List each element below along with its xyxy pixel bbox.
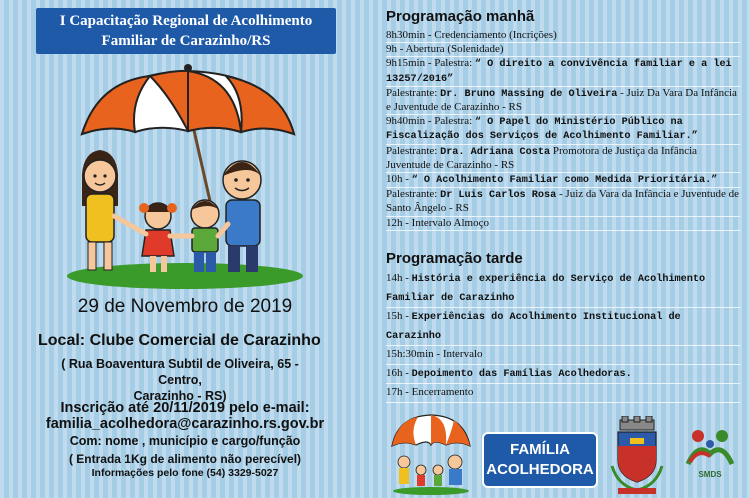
familia-acolhedora-badge — [482, 432, 598, 488]
title-banner — [36, 8, 336, 54]
badge-line-2: ACOLHEDORA — [486, 461, 594, 478]
program-item-text: 12h - Intervalo Almoço — [386, 216, 489, 229]
boy-figure — [191, 200, 219, 272]
event-date: 29 de Novembro de 2019 — [77, 296, 293, 317]
address-line-1: ( Rua Boaventura Subtil de Oliveira, 65 - Centro, — [61, 357, 299, 387]
program-item — [386, 188, 740, 216]
left-panel — [0, 0, 370, 498]
title-line-1: I Capacitação Regional de Acolhimento — [59, 13, 313, 29]
program-item — [386, 87, 740, 115]
program-item-highlight: “ O Papel do Ministério Público na Fiscalização dos Serviços de Acolhimento Familiar.” — [386, 117, 698, 143]
afternoon-program-list — [386, 270, 740, 403]
program-item-highlight: Depoimento das Famílias Acolhedoras. — [411, 368, 632, 380]
program-item — [386, 145, 740, 173]
familia-acolhedora-umbrella-logo — [388, 412, 474, 496]
woman-figure — [82, 150, 118, 270]
program-item — [386, 29, 740, 43]
family-umbrella-illustration — [60, 56, 310, 291]
smds-logo-icon — [684, 424, 736, 468]
morning-program-title: Programação manhã — [386, 8, 535, 25]
program-item — [386, 346, 740, 365]
address-line-2: Carazinho - RS) — [133, 389, 227, 403]
program-item-detail: - Juiz da Vara da Infância e Juventude de Santo Ângelo - RS — [386, 188, 739, 215]
program-item-text: Palestrante: — [386, 144, 441, 157]
program-item — [386, 365, 740, 385]
registration-email[interactable]: familia_acolhedora@carazinho.rs.gov.br — [45, 416, 325, 432]
municipal-coat-of-arms-icon — [610, 416, 664, 496]
program-item-text: 9h - Abertura (Solenidade) — [386, 43, 504, 56]
program-item-text: 8h30min - Credenciamento (Incrições) — [386, 29, 557, 41]
right-panel — [378, 0, 750, 498]
badge-line-1: FAMÍLIA — [510, 441, 570, 458]
program-item — [386, 173, 740, 188]
umbrella-icon — [82, 64, 294, 134]
morning-program-list — [386, 29, 740, 231]
program-item-text: 9h40min - Palestra: — [386, 115, 475, 128]
event-location: Local: Clube Comercial de Carazinho — [38, 332, 321, 349]
program-item-text: 10h - — [386, 173, 412, 186]
afternoon-program-title: Programação tarde — [386, 250, 523, 267]
program-item-text: 15h - — [386, 310, 412, 322]
registration-requirements: Com: nome , município e cargo/função — [69, 434, 301, 448]
program-item-text: Palestrante: — [386, 188, 441, 201]
program-item-detail: - Juiz Da Vara Da Infância e Juventude de Carazinho - RS — [386, 86, 737, 114]
contact-phone: Informações pelo fone (54) 3329-5027 — [91, 467, 279, 479]
program-item-highlight: “ O direito a convivência familiar e a lei 13257/2016” — [386, 59, 732, 85]
program-item-highlight: Dr Luis Carlos Rosa — [440, 190, 557, 202]
program-item — [386, 115, 740, 144]
program-item — [386, 43, 740, 57]
man-figure — [223, 161, 261, 272]
program-item-text: Palestrante: — [386, 86, 441, 99]
program-item-text: 16h - — [386, 366, 412, 379]
program-item-highlight: História e experiência do Serviço de Acolhimento Familiar de Carazinho — [386, 274, 706, 304]
event-address — [50, 356, 310, 404]
smds-label: SMDS — [698, 470, 722, 479]
program-item-highlight: Experiências do Acolhimento Institucional de Carazinho — [386, 312, 681, 342]
program-item-text: 17h - Encerramento — [386, 386, 474, 398]
grass-ellipse — [67, 263, 303, 289]
program-item-text: 9h15min - Palestra: — [386, 57, 475, 70]
program-item — [386, 57, 740, 86]
title-line-2: Familiar de Carazinho/RS — [101, 33, 271, 49]
registration-deadline: Inscrição até 20/11/2019 pelo e-mail: — [60, 400, 310, 416]
program-item — [386, 308, 740, 346]
program-item — [386, 270, 740, 308]
program-item-highlight: Dra. Adriana Costa — [440, 146, 551, 158]
program-item — [386, 384, 740, 403]
program-item-highlight: Dr. Bruno Massing de Oliveira — [440, 88, 618, 100]
program-item — [386, 217, 740, 231]
program-item-text: 14h - — [386, 272, 412, 284]
sponsor-logos — [378, 406, 750, 498]
entry-fee-note: ( Entrada 1Kg de alimento não perecível) — [68, 452, 302, 466]
program-item-detail: Promotora de Justiça da Infância Juventude de Carazinho - RS — [386, 144, 698, 171]
program-item-text: 15h:30min - Intervalo — [386, 348, 483, 360]
program-item-highlight: “ O Acolhimento Familiar como Medida Prioritária.” — [411, 175, 718, 187]
